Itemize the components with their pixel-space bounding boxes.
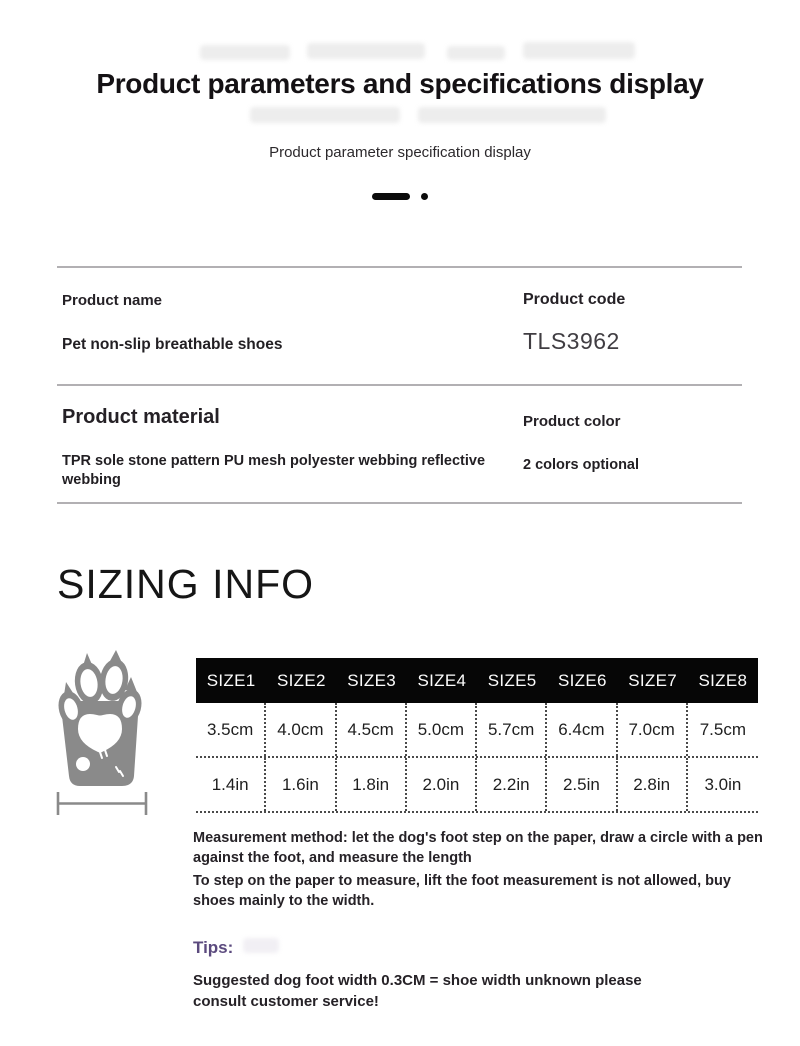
size-in-value: 2.2in: [477, 758, 547, 811]
product-code-value: TLS3962: [523, 328, 620, 354]
size-header: SIZE2: [277, 670, 326, 690]
faded-watermark-artifact: [418, 107, 606, 123]
size-in-value: 2.0in: [407, 758, 477, 811]
dash-decoration: [372, 193, 410, 200]
product-color-value: 2 colors optional: [523, 457, 640, 473]
page-subtitle: Product parameter specification display: [269, 144, 531, 161]
size-cm-value: 4.5cm: [337, 703, 407, 756]
faded-watermark-artifact: [243, 938, 279, 953]
faded-watermark-artifact: [447, 46, 505, 60]
dash-dot-divider: [0, 193, 800, 200]
measurement-note: Measurement method: let the dog's foot step on the paper, draw a circle with a pen against the foot, and measure the length: [193, 830, 763, 866]
divider-line: [57, 502, 742, 504]
size-cm-value: 6.4cm: [547, 703, 617, 756]
size-cm-value: 5.7cm: [477, 703, 547, 756]
size-in-value: 1.8in: [337, 758, 407, 811]
measurement-notes: [193, 828, 775, 914]
size-header: SIZE4: [417, 670, 467, 690]
size-header: SIZE7: [628, 670, 677, 690]
size-table-inch-row: [196, 758, 758, 813]
size-table-header-row: [196, 658, 758, 703]
size-in-value: 3.0in: [704, 774, 742, 794]
size-in-value: 1.6in: [266, 758, 336, 811]
size-in-value: 2.5in: [547, 758, 617, 811]
page-title: Product parameters and specifications display: [96, 68, 704, 99]
product-material-value: TPR sole stone pattern PU mesh polyester webbing reflective webbing: [62, 453, 486, 489]
divider-line: [57, 266, 742, 268]
sizing-info-heading: SIZING INFO: [57, 561, 314, 607]
tips-text: Suggested dog foot width 0.3CM = shoe width unknown please consult customer service!: [193, 972, 642, 1010]
product-color-label: Product color: [523, 413, 621, 430]
faded-watermark-artifact: [307, 43, 425, 59]
size-table-cm-row: [196, 703, 758, 758]
tips-label: Tips:: [193, 938, 234, 957]
size-header: SIZE1: [206, 670, 256, 690]
size-cm-value: 3.5cm: [196, 703, 266, 756]
faded-watermark-artifact: [250, 107, 400, 123]
product-material-label: Product material: [62, 406, 220, 428]
size-header: SIZE3: [347, 670, 396, 690]
dot-decoration: [421, 193, 428, 200]
size-header: SIZE5: [487, 670, 537, 690]
size-cm-value: 4.0cm: [266, 703, 336, 756]
width-measure-icon: [55, 791, 149, 816]
product-name-value: Pet non-slip breathable shoes: [62, 336, 283, 353]
size-table: [196, 658, 758, 813]
measurement-note: To step on the paper to measure, lift the foot measurement is not allowed, buy shoes mainly to the width.: [193, 873, 731, 909]
faded-watermark-artifact: [200, 45, 290, 60]
product-name-label: Product name: [62, 292, 163, 309]
product-code-label: Product code: [523, 291, 626, 308]
size-header: SIZE6: [558, 670, 607, 690]
size-in-value: 2.8in: [618, 758, 688, 811]
size-in-value: 1.4in: [196, 758, 266, 811]
size-cm-value: 7.0cm: [618, 703, 688, 756]
faded-watermark-artifact: [523, 42, 635, 59]
dog-paw-icon: [57, 650, 143, 788]
size-cm-value: 7.5cm: [699, 719, 747, 739]
divider-line: [57, 384, 742, 386]
size-cm-value: 5.0cm: [407, 703, 477, 756]
size-header: SIZE8: [698, 670, 748, 690]
